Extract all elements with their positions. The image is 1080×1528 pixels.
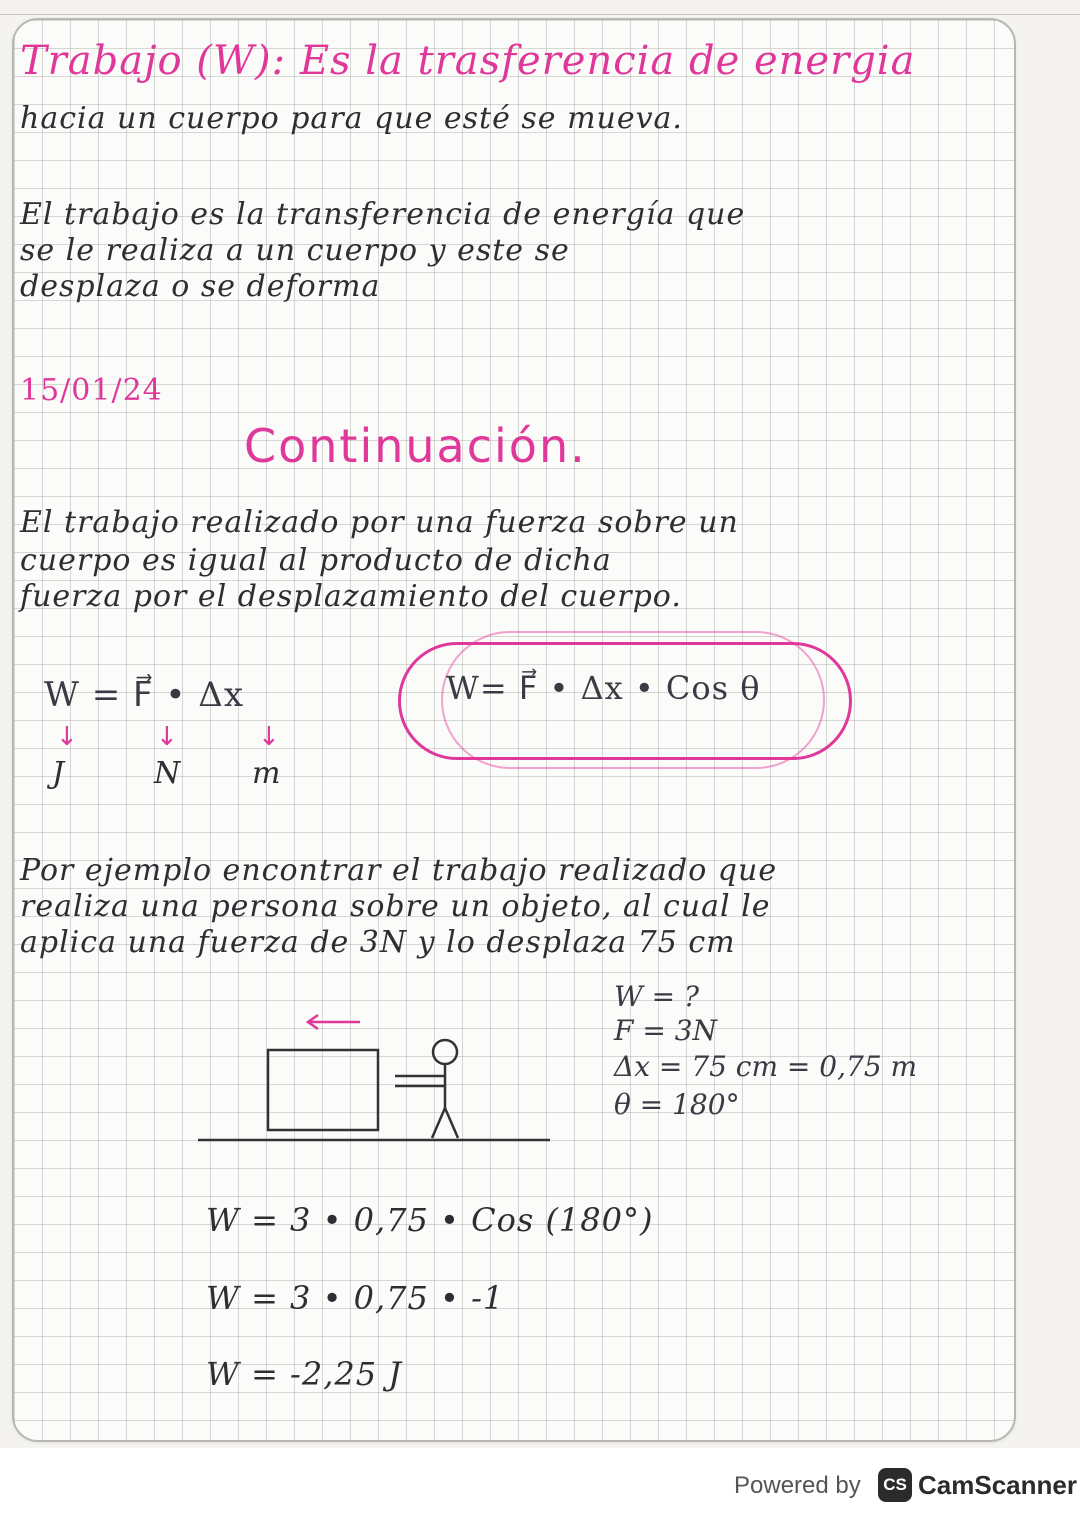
person-head xyxy=(433,1040,457,1064)
formula-basic: W = F⃗ • Δx xyxy=(44,675,245,715)
solution-step-1: W = 3 • 0,75 • Cos (180°) xyxy=(206,1201,654,1239)
given-angle: θ = 180° xyxy=(614,1088,740,1121)
given-force: F = 3N xyxy=(614,1014,718,1047)
arrow-down-icon: ↓ xyxy=(56,722,78,752)
camscanner-brand: CamScanner xyxy=(918,1470,1077,1500)
unit-meter: m xyxy=(252,756,281,791)
date: 15/01/24 xyxy=(20,373,163,408)
formula-full: W= F⃗ • Δx • Cos θ xyxy=(446,669,761,707)
statement-line-3: fuerza por el desplazamiento del cuerpo. xyxy=(20,579,682,614)
solution-step-2: W = 3 • 0,75 • -1 xyxy=(206,1279,505,1317)
person-leg xyxy=(432,1108,445,1138)
definition-2-line-1: El trabajo es la transferencia de energía que xyxy=(20,197,746,232)
arrow-down-icon: ↓ xyxy=(156,722,178,752)
example-line-3: aplica una fuerza de 3N y lo desplaza 75 cm xyxy=(20,925,736,960)
example-line-2: realiza una persona sobre un objeto, al cual le xyxy=(20,889,771,924)
definition-1-line-1: Trabajo (W): Es la trasferencia de energia xyxy=(20,38,916,84)
statement-line-2: cuerpo es igual al producto de dicha xyxy=(20,543,612,578)
definition-2-line-2: se le realiza a un cuerpo y este se xyxy=(20,233,570,268)
box-object xyxy=(268,1050,378,1130)
solution-step-3: W = -2,25 J xyxy=(206,1355,403,1393)
statement-line-1: El trabajo realizado por una fuerza sobre un xyxy=(20,505,739,540)
heading: Continuación. xyxy=(244,419,587,473)
example-line-1: Por ejemplo encontrar el trabajo realizado que xyxy=(20,853,778,888)
definition-1-line-2: hacia un cuerpo para que esté se mueva. xyxy=(20,101,683,136)
given-displacement: Δx = 75 cm = 0,75 m xyxy=(614,1050,918,1083)
push-box-drawing xyxy=(190,1000,560,1160)
person-leg xyxy=(445,1108,458,1138)
unit-newton: N xyxy=(154,756,181,791)
arrow-down-icon: ↓ xyxy=(258,722,280,752)
camscanner-logo-icon: CS xyxy=(878,1468,912,1502)
scan-top-strip xyxy=(0,0,1080,15)
given-work: W = ? xyxy=(614,980,700,1013)
definition-2-line-3: desplaza o se deforma xyxy=(20,269,381,304)
unit-joule: J xyxy=(52,756,65,791)
powered-by-label: Powered by xyxy=(734,1472,861,1499)
